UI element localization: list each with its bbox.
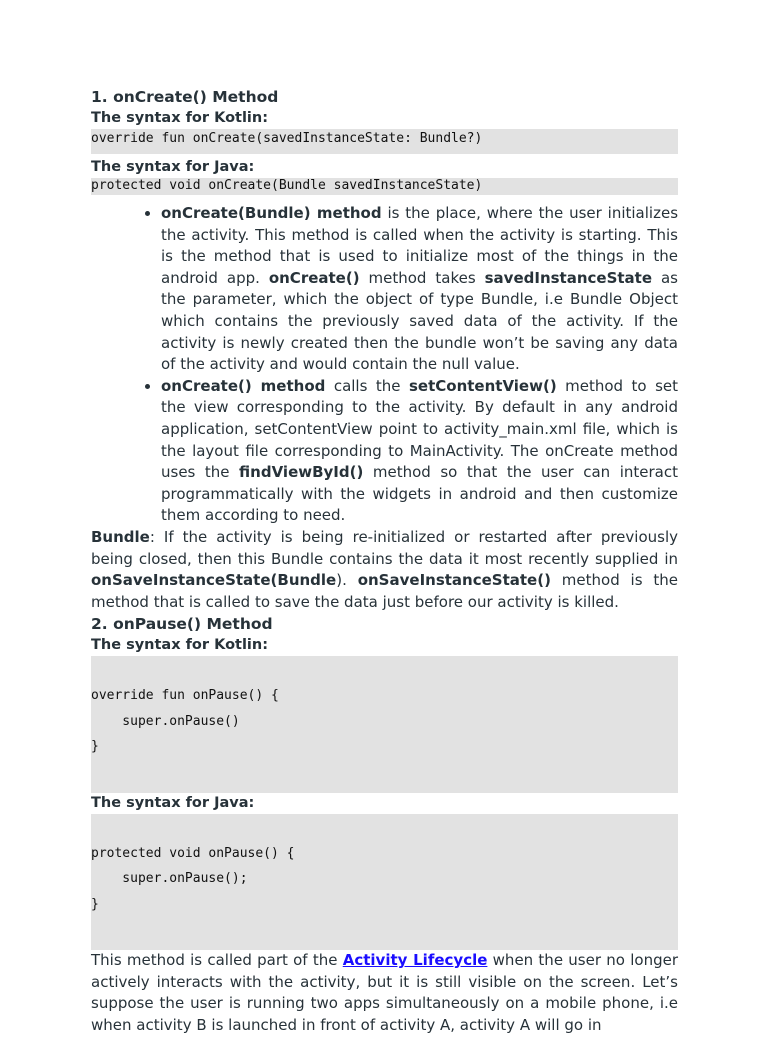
kotlin-code-block: override fun onCreate(savedInstanceState: Bundle?) [91,129,678,154]
activity-lifecycle-link[interactable]: Activity Lifecycle [342,951,488,970]
code-line: } [91,896,99,912]
section-heading-onpause: 2. onPause() Method [91,615,273,634]
java-syntax-label: The syntax for Java: [91,159,255,175]
text-run: This method is called part of the [91,951,343,970]
text-run: method to set the view corresponding to the activity. By default in any android application, setContentView point to activity_main.xml file, which is the layout file corresponding to MainActivity. The onCreate method uses the [161,376,678,482]
text-run: ). [336,571,358,590]
bold-term: onCreate() [268,268,360,287]
bundle-paragraph [91,527,678,613]
section-heading-oncreate: 1. onCreate() Method [91,88,279,106]
code-line: override fun onPause() { [91,688,279,704]
bold-term: onCreate() method [161,376,326,395]
bold-term: setContentView() [408,376,557,395]
text-run: method is the method that is called to save the data just before our activity is killed. [91,571,678,611]
list-item [161,203,678,376]
bold-term: onSaveInstanceState(Bundle [91,571,337,590]
bold-term: findViewById() [239,463,364,482]
kotlin-code-block [91,656,678,793]
code-line: super.onPause() [91,713,240,729]
text-run: is the place, where the user initializes the activity. This method is called when the activity is starting. This is the method that is used to initialize most of the things in the android app. [161,204,679,287]
bold-term: savedInstanceState [484,268,653,287]
text-run: calls the [325,376,409,395]
bold-term: onCreate(Bundle) method [161,204,382,222]
code-line: } [91,739,99,755]
text-run: as the parameter, which the object of type Bundle, i.e Bundle Object which contains the previously saved data of the activity. If the activity is newly created then the bundle won’t be saving any data of the activity and would contain the null value. [161,268,678,374]
java-syntax-label: The syntax for Java: [91,794,255,811]
code-line: protected void onPause() { [91,845,295,861]
java-code-block: protected void onCreate(Bundle savedInstanceState) [91,178,678,195]
list-item [161,376,678,527]
bullet-list [91,203,678,527]
document-content [91,86,678,1037]
code-line: super.onPause(); [91,871,248,887]
bold-term: onSaveInstanceState() [357,571,551,590]
bold-term: Bundle [91,527,150,546]
text-run: when the user no longer actively interacts with the activity, but it is still visible on the screen. Let’s suppose the user is running two apps simultaneously on a mobile phone, i.e when activity B is launched in front of activity A, activity A will go in [91,951,678,1035]
kotlin-syntax-label: The syntax for Kotlin: [91,110,269,126]
kotlin-syntax-label: The syntax for Kotlin: [91,637,269,654]
text-run: method so that the user can interact programmatically with the widgets in android and then customize them according to need. [161,463,678,525]
java-code-block [91,814,678,951]
text-run: : If the activity is being re-initialized or restarted after previously being closed, then this Bundle contains the data it most recently supplied in [91,527,678,568]
text-run: method takes [359,268,485,287]
